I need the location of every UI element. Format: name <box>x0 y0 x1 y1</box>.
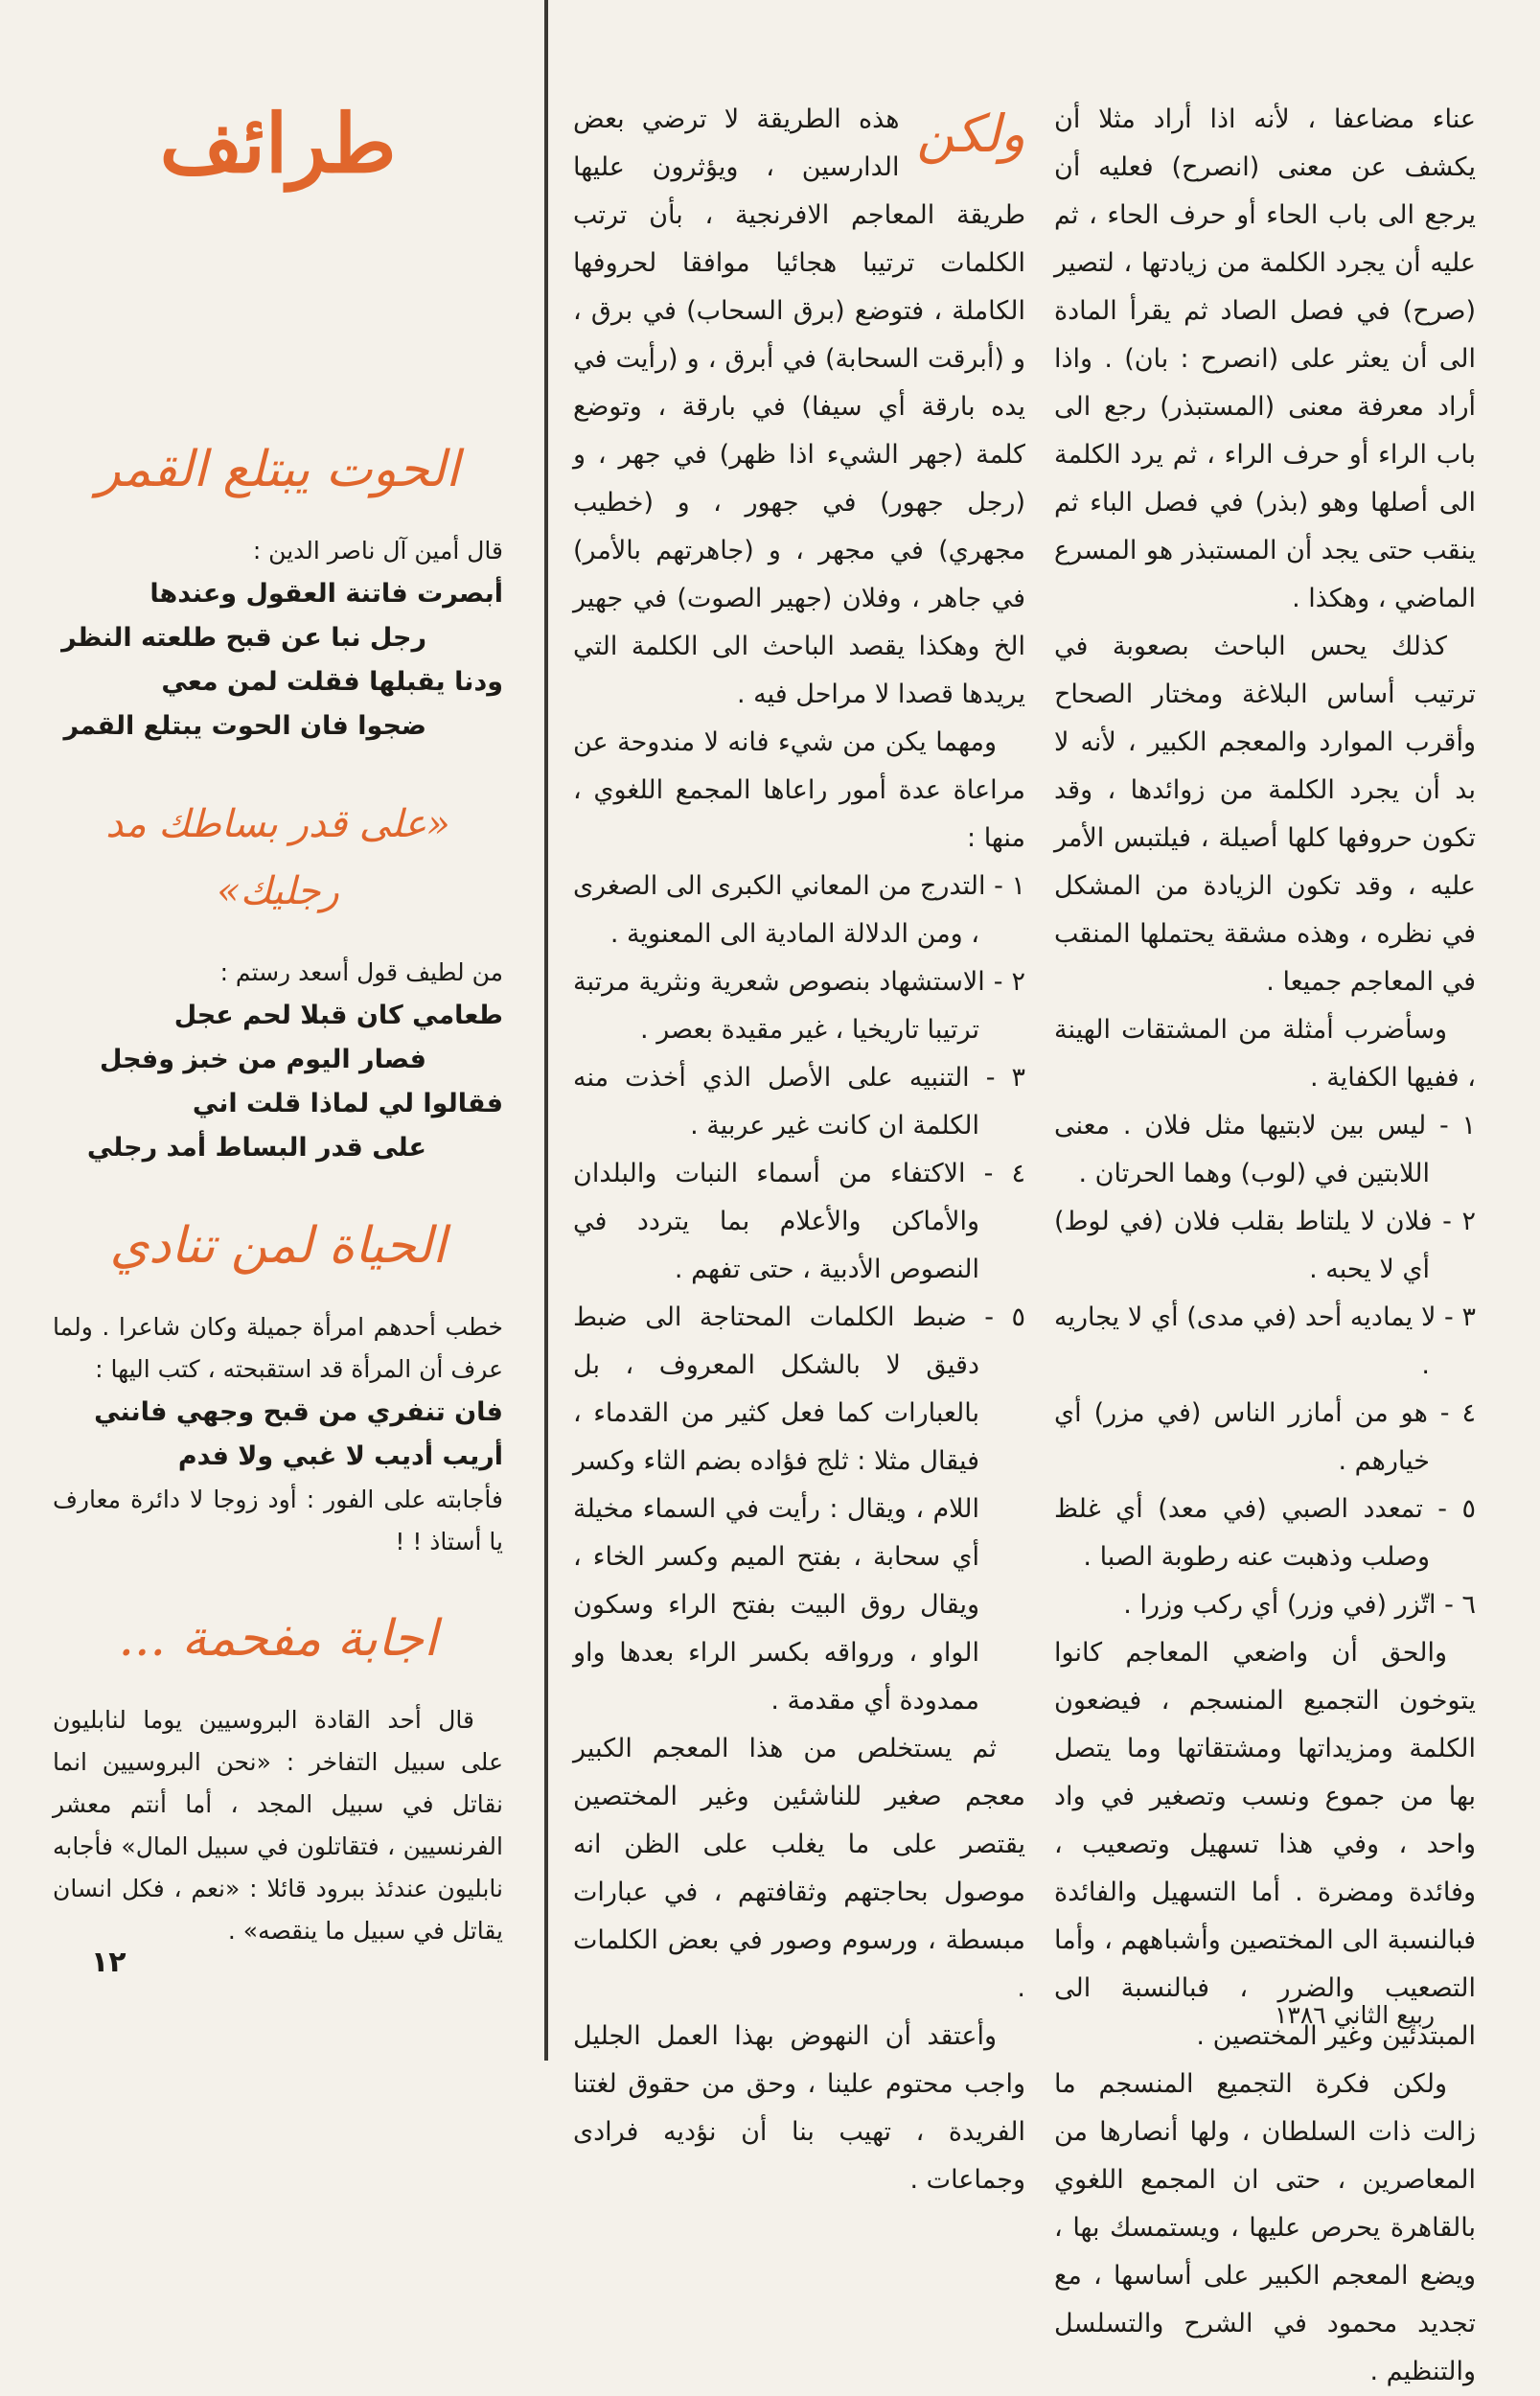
paragraph: ولكن فكرة التجميع المنسجم ما زالت ذات السلطان ، ولها أنصارها من المعاصرين ، حتى ان المجمع اللغوي بالقاهرة يحرص عليها ، ويستمسك بها ، ويضع المعجم الكبير على أساسها ، مع تجديد محمود في الشرح والتسلسل والتنظيم . <box>1054 2069 1476 2386</box>
paragraph: فأجابته على الفور : أود زوجا لا دائرة معارف يا أستاذ ! ! <box>53 1486 503 1555</box>
section-heading: الحياة لمن تنادي <box>109 1217 447 1275</box>
section-heading: الحوت يبتلع القمر <box>96 441 460 498</box>
paragraph <box>573 96 1025 719</box>
list-item: ١ - التدرج من المعاني الكبرى الى الصغرى ، ومن الدلالة المادية الى المعنوية . <box>573 871 1025 949</box>
poem-line: ودنا يقبلها فقلت لمن معي <box>161 667 503 697</box>
poem-line: أبصرت فاتنة العقول وعندها <box>149 579 503 609</box>
poem-line: فقالوا لي لماذا قلت اني <box>192 1089 503 1118</box>
page-number: ١٢ <box>91 1946 126 1979</box>
poem-line: على قدر البساط أمد رجلي <box>86 1133 426 1163</box>
section-heading: «على قدر بساطك مد رجليك» <box>105 802 450 913</box>
paragraph-text: هذه الطريقة لا ترضي بعض الدارسين ، ويؤثرون عليها طريقة المعاجم الافرنجية ، بأن ترتب الكلمات ترتيبا هجائيا موافقا لحروفها الكاملة ، فتوضع (برق السحاب) في برق ، و (أبرقت السحابة) في أبرق ، و (رأيت في يده بارقة أي سيفا) في بارقة ، وتوضع كلمة (جهر الشيء اذا ظهر) في جهر ، و (رجل جهور) في جهور ، و (خطيب مجهري) في مجهر ، و (جاهرتهم بالأمر) في جاهر ، وفلان (جهير الصوت) في جهير الخ وهكذا يقصد الباحث الى الكلمة التي يريدها قصدا لا مراحل فيه . <box>573 104 1025 709</box>
issue-date: ربيع الثاني ١٣٨٦ <box>1275 2001 1436 2029</box>
list-item: ٤ - الاكتفاء من أسماء النبات والبلدان والأماكن والأعلام بما يتردد في النصوص الأدبية ، حتى تفهم . <box>573 1159 1025 1284</box>
paragraph: خطب أحدهم امرأة جميلة وكان شاعرا . ولما عرف أن المرأة قد استقبحته ، كتب اليها : <box>53 1313 503 1383</box>
paragraph: عناء مضاعفا ، لأنه اذا أراد مثلا أن يكشف عن معنى (انصرح) فعليه أن يرجع الى باب الحاء أو حرف الحاء ، ثم عليه أن يجرد الكلمة من زيادتها ، لتصير (صرح) في فصل الصاد ثم يقرأ المادة الى أن يعثر على (انصرح : بان) . واذا أراد معرفة معنى (المستبذر) رجع الى باب الراء أو حرف الراء ، ثم يرد الكلمة الى أصلها وهو (بذر) في فصل الباء ثم ينقب حتى يجد أن المستبذر هو المسرع الماضي ، وهكذا . <box>1054 104 1476 613</box>
poem <box>53 572 503 749</box>
section-title: طرائف <box>159 96 397 191</box>
poem <box>53 1391 503 1479</box>
column-divider <box>544 0 548 2061</box>
paragraph: ومهما يكن من شيء فانه لا مندوحة عن مراعاة عدة أمور راعاها المجمع اللغوي ، منها : <box>573 727 1025 853</box>
list-item: ٦ - اتّزر (في وزر) أي ركب وزرا . <box>1123 1590 1476 1620</box>
list-item: ١ - ليس بين لابتيها مثل فلان . معنى اللابتين في (لوب) وهما الحرتان . <box>1054 1111 1476 1188</box>
right-column <box>1054 96 1476 2396</box>
poem-line: طعامي كان قبلا لحم عجل <box>173 1001 503 1030</box>
list-item: ٣ - لا يماديه أحد (في مدى) أي لا يجاريه . <box>1054 1302 1476 1380</box>
list-item: ٥ - تمعدد الصبي (في معد) أي غلظ وصلب وذهبت عنه رطوبة الصبا . <box>1054 1494 1476 1572</box>
paragraph: وسأضرب أمثلة من المشتقات الهينة ، ففيها الكفاية . <box>1054 1015 1476 1093</box>
poem-line: فان تنفري من قبح وجهي فانني <box>94 1397 503 1427</box>
list-item: ٤ - هو من أمازر الناس (في مزر) أي خيارهم . <box>1054 1398 1476 1476</box>
paragraph: ثم يستخلص من هذا المعجم الكبير معجم صغير للناشئين وغير المختصين يقتصر على ما يغلب على الظن انه موصول بحاجتهم وثقافتهم ، في عبارات مبسطة ، ورسوم وصور في بعض الكلمات . <box>573 1734 1025 2003</box>
lead-word: ولكن <box>916 104 1025 164</box>
poem-line: أريب أديب لا غبي ولا فدم <box>177 1441 503 1471</box>
poem-line: فصار اليوم من خبز وفجل <box>99 1045 426 1074</box>
paragraph: والحق أن واضعي المعاجم كانوا يتوخون التجميع المنسجم ، فيضعون الكلمة ومزيداتها ومشتقاتها وما يتصل بها من جموع ونسب وتصغير في واد واحد ، وفي هذا تسهيل وتصعيب ، وفائدة ومضرة . أما التسهيل والفائدة فبالنسبة الى المختصين وأشباههم ، وأما التصعيب والضرر ، فبالنسبة الى المبتدئين وغير المختصين . <box>1054 1638 1476 2051</box>
poem-line: ضجوا فان الحوت يبتلع القمر <box>63 711 426 741</box>
list-item: ٢ - فلان لا يلتاط بقلب فلان (في لوط) أي لا يحبه . <box>1054 1207 1476 1284</box>
paragraph: كذلك يحس الباحث بصعوبة في ترتيب أساس البلاغة ومختار الصحاح وأقرب الموارد والمعجم الكبير ، لأنه لا بد أن يجرد الكلمة من زوائدها ، وقد تكون حروفها كلها أصيلة ، فيلتبس الأمر عليه ، وقد تكون الزيادة من المشكل في نظره ، وهذه مشقة يحتملها المنقب في المعاجم جميعا . <box>1054 632 1476 997</box>
list-item: ٥ - ضبط الكلمات المحتاجة الى ضبط دقيق لا بالشكل المعروف ، بل بالعبارات كما فعل كثير من القدماء ، فيقال مثلا : ثلج فؤاده بضم الثاء وكسر اللام ، ويقال : رأيت في السماء مخيلة أي سحابة ، بفتح الميم وكسر الخاء ، ويقال روق البيت بفتح الراء وسكون الواو ، ورواقه بكسر الراء بعدها واو ممدودة أي مقدمة . <box>573 1302 1025 1716</box>
section-heading: اجابة مفحمة ... <box>118 1610 438 1668</box>
left-column <box>53 91 503 1952</box>
paragraph: وأعتقد أن النهوض بهذا العمل الجليل واجب محتوم علينا ، وحق من حقوق لغتنا الفريدة ، تهيب بنا أن نؤديه فرادى وجماعات . <box>573 2021 1025 2195</box>
poem-line: رجل نبا عن قبح طلعته النظر <box>61 623 426 653</box>
section-intro: قال أمين آل ناصر الدين : <box>252 537 503 564</box>
poem <box>53 994 503 1170</box>
middle-column <box>573 96 1025 2204</box>
list-item: ٢ - الاستشهاد بنصوص شعرية ونثرية مرتبة ترتيبا تاريخيا ، غير مقيدة بعصر . <box>573 967 1025 1045</box>
list-item: ٣ - التنبيه على الأصل الذي أخذت منه الكلمة ان كانت غير عربية . <box>573 1063 1025 1140</box>
section-intro: من لطيف قول أسعد رستم : <box>219 958 503 986</box>
paragraph: قال أحد القادة البروسيين يوما لنابليون على سبيل التفاخر : «نحن البروسيين انما نقاتل في سبيل المجد ، أما أنتم معشر الفرنسيين ، فتقاتلون في سبيل المال» فأجابه نابليون عندئذ ببرود قائلا : «نعم ، فكل انسان يقاتل في سبيل ما ينقصه» . <box>53 1706 503 1945</box>
